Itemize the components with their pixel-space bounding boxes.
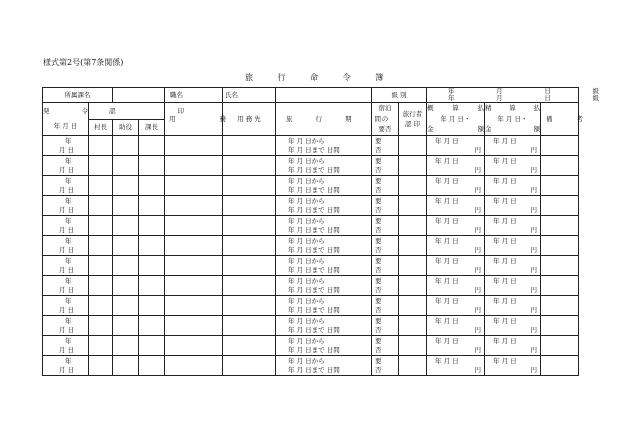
title-char: 簿 (375, 73, 384, 82)
table-row (43, 356, 579, 376)
table-row (43, 236, 579, 256)
header-info-row (43, 88, 579, 103)
table-row (43, 316, 579, 336)
remarks-cell[interactable] (541, 236, 579, 256)
business-cell[interactable] (165, 196, 223, 216)
period-cell[interactable]: 年 月 日から 年 月 日まで 日間 (276, 216, 372, 236)
seal-mayor-cell[interactable] (89, 236, 113, 256)
seal-chief-cell[interactable] (139, 236, 165, 256)
grade-value-cell (427, 87, 599, 103)
traveler-seal-cell[interactable] (399, 196, 427, 216)
seal-chief-cell[interactable] (139, 336, 165, 356)
seal-mayor-cell[interactable] (89, 336, 113, 356)
settlement-cell[interactable]: 年 月 日 円 (485, 136, 541, 156)
settlement-cell[interactable]: 年 月 日 円 (485, 356, 541, 376)
lodging-cell[interactable]: 要 否 (372, 196, 399, 216)
lodging-cell[interactable]: 要 否 (372, 336, 399, 356)
seal-deputy-cell[interactable] (113, 156, 139, 176)
title-char: 命 (310, 73, 319, 82)
lodging-header: 宿泊 の 要否 (372, 103, 399, 136)
issue-date-cell[interactable]: 年 月 日 (43, 336, 89, 356)
business-cell[interactable] (165, 216, 223, 236)
table-row (43, 136, 579, 156)
table-row (43, 296, 579, 316)
period-cell[interactable]: 年 月 日から 年 月 日まで 日間 (276, 236, 372, 256)
destination-cell[interactable] (223, 276, 276, 296)
issue-date-cell[interactable]: 年 月 日 (43, 296, 89, 316)
traveler-seal-cell[interactable] (399, 136, 427, 156)
lodging-cell[interactable]: 要 否 (372, 136, 399, 156)
table-row (43, 176, 579, 196)
period-cell[interactable]: 年 月 日から 年 月 日まで 日間 (276, 276, 372, 296)
seal-mayor-cell[interactable] (89, 176, 113, 196)
grade-label: 級 別 (391, 90, 407, 99)
destination-cell[interactable] (223, 196, 276, 216)
period-cell[interactable]: 年 月 日から 年 月 日まで 日間 (276, 176, 372, 196)
traveler-seal-cell[interactable] (399, 156, 427, 176)
business-cell[interactable] (165, 336, 223, 356)
issue-date-cell[interactable]: 年 月 日 (43, 196, 89, 216)
settlement-cell[interactable]: 年 月 日 円 (485, 216, 541, 236)
destination-cell[interactable] (223, 216, 276, 236)
column-header-row (43, 103, 579, 120)
issue-date-cell[interactable]: 年 月 日 (43, 356, 89, 376)
post-label: 職名 (170, 90, 183, 99)
seal-deputy-cell[interactable] (113, 256, 139, 276)
seal-mayor-cell[interactable] (89, 216, 113, 236)
form-number: 様式第2号(第7条関係) (43, 58, 124, 67)
seal-chief-cell[interactable] (139, 136, 165, 156)
traveler-seal-cell[interactable] (399, 356, 427, 376)
period-cell[interactable]: 年 月 日から 年 月 日まで 日間 (276, 156, 372, 176)
remarks-cell[interactable] (541, 256, 579, 276)
lodging-cell[interactable]: 要 否 (372, 356, 399, 376)
seal-mayor-cell[interactable] (89, 296, 113, 316)
business-cell[interactable] (165, 356, 223, 376)
remarks-cell[interactable] (541, 296, 579, 316)
seal-mayor-cell[interactable] (89, 316, 113, 336)
period-cell[interactable]: 年 月 日から 年 月 日まで 日間 (276, 296, 372, 316)
remarks-cell[interactable] (541, 196, 579, 216)
table-row (43, 196, 579, 216)
seal-chief-cell[interactable] (139, 196, 165, 216)
grade-row-1: 年 月 日 級 (448, 87, 599, 96)
seal-deputy-cell[interactable] (113, 176, 139, 196)
destination-cell[interactable] (223, 356, 276, 376)
estimate-cell[interactable]: 年 月 日 円 (427, 176, 485, 196)
title-char: 行 (277, 73, 286, 82)
destination-cell[interactable] (223, 296, 276, 316)
estimate-cell[interactable]: 年 月 日 円 (427, 196, 485, 216)
seal-sub-deputy: 助役 (113, 119, 139, 136)
estimate-cell[interactable]: 年 月 日 円 (427, 236, 485, 256)
post-label-cell (165, 88, 223, 103)
estimate-cell[interactable]: 年 月 日 円 (427, 356, 485, 376)
name-label: 氏名 (225, 90, 238, 99)
dept-label: 所属課名 (64, 90, 91, 99)
seal-mayor-cell[interactable] (89, 196, 113, 216)
settlement-cell[interactable]: 年 月 日 円 (485, 256, 541, 276)
seal-mayor-cell[interactable] (89, 356, 113, 376)
settlement-cell[interactable]: 年 月 日 円 (485, 156, 541, 176)
period-header: 旅 行 期 間 (276, 103, 372, 136)
seal-chief-cell[interactable] (139, 216, 165, 236)
seal-deputy-cell[interactable] (113, 296, 139, 316)
issue-date-cell[interactable]: 年 月 日 (43, 256, 89, 276)
traveler-seal-cell[interactable] (399, 296, 427, 316)
period-cell[interactable]: 年 月 日から 年 月 日まで 日間 (276, 256, 372, 276)
destination-header: 用 務 先 (223, 103, 276, 136)
issue-date-header: 発 令 年 月 日 (43, 103, 89, 136)
seal-chief-cell[interactable] (139, 156, 165, 176)
estimate-cell[interactable]: 年 月 日 円 (427, 136, 485, 156)
traveler-seal-cell[interactable] (399, 336, 427, 356)
settlement-cell[interactable]: 年 月 日 円 (485, 236, 541, 256)
lodging-cell[interactable]: 要 否 (372, 176, 399, 196)
destination-cell[interactable] (223, 236, 276, 256)
issue-date-cell[interactable]: 年 月 日 (43, 176, 89, 196)
period-cell[interactable]: 年 月 日から 年 月 日まで 日間 (276, 356, 372, 376)
seal-chief-cell[interactable] (139, 316, 165, 336)
traveler-seal-cell[interactable] (399, 176, 427, 196)
issue-date-cell[interactable]: 年 月 日 (43, 236, 89, 256)
settlement-cell[interactable]: 年 月 日 円 (485, 336, 541, 356)
table-row (43, 256, 579, 276)
remarks-cell[interactable] (541, 216, 579, 236)
ledger-body (43, 136, 579, 376)
issue-date-cell[interactable]: 年 月 日 (43, 316, 89, 336)
remarks-cell[interactable] (541, 356, 579, 376)
business-cell[interactable] (165, 236, 223, 256)
business-cell[interactable] (165, 316, 223, 336)
estimate-cell[interactable]: 年 月 日 円 (427, 256, 485, 276)
lodging-cell[interactable]: 要 否 (372, 216, 399, 236)
remarks-cell[interactable] (541, 276, 579, 296)
seal-deputy-cell[interactable] (113, 356, 139, 376)
remarks-cell[interactable] (541, 176, 579, 196)
seal-chief-cell[interactable] (139, 256, 165, 276)
remarks-cell[interactable] (541, 156, 579, 176)
seal-mayor-cell[interactable] (89, 256, 113, 276)
seal-header: 認 印 (89, 103, 165, 120)
grade-row-2: 年 月 日 級 (448, 94, 599, 103)
estimate-cell[interactable]: 年 月 日 円 (427, 156, 485, 176)
estimate-cell[interactable]: 年 月 日 円 (427, 316, 485, 336)
lodging-cell[interactable]: 要 否 (372, 276, 399, 296)
traveler-seal-cell[interactable] (399, 316, 427, 336)
dept-value-cell[interactable] (113, 88, 165, 103)
name-value-cell[interactable] (276, 88, 372, 103)
estimate-header: 概 算 払 年 月 日・ 金 額 (427, 103, 485, 136)
lodging-cell[interactable]: 要 否 (372, 156, 399, 176)
destination-cell[interactable] (223, 316, 276, 336)
business-cell[interactable] (165, 136, 223, 156)
remarks-header: 備 考 (541, 103, 579, 136)
seal-chief-cell[interactable] (139, 176, 165, 196)
traveler-seal-header: 旅行者 認 印 (399, 103, 427, 136)
lodging-cell[interactable]: 要 否 (372, 256, 399, 276)
estimate-cell[interactable]: 年 月 日 円 (427, 336, 485, 356)
seal-deputy-cell[interactable] (113, 236, 139, 256)
business-cell[interactable] (165, 176, 223, 196)
destination-cell[interactable] (223, 176, 276, 196)
issue-date-cell[interactable]: 年 月 日 (43, 216, 89, 236)
seal-deputy-cell[interactable] (113, 136, 139, 156)
estimate-cell[interactable]: 年 月 日 円 (427, 216, 485, 236)
estimate-cell[interactable]: 年 月 日 円 (427, 296, 485, 316)
lodging-cell[interactable]: 要 否 (372, 316, 399, 336)
issue-date-cell[interactable]: 年 月 日 (43, 156, 89, 176)
table-row (43, 336, 579, 356)
seal-mayor-cell[interactable] (89, 276, 113, 296)
destination-cell[interactable] (223, 156, 276, 176)
period-cell[interactable]: 年 月 日から 年 月 日まで 日間 (276, 196, 372, 216)
business-cell[interactable] (165, 256, 223, 276)
seal-mayor-cell[interactable] (89, 156, 113, 176)
table-row (43, 156, 579, 176)
business-header: 用 務 (165, 103, 223, 136)
traveler-seal-cell[interactable] (399, 256, 427, 276)
seal-deputy-cell[interactable] (113, 276, 139, 296)
title-char: 令 (342, 73, 351, 82)
seal-deputy-cell[interactable] (113, 216, 139, 236)
remarks-cell[interactable] (541, 336, 579, 356)
seal-sub-chief: 課長 (139, 119, 165, 136)
remarks-cell[interactable] (541, 316, 579, 336)
name-label-cell (223, 88, 276, 103)
period-cell[interactable]: 年 月 日から 年 月 日まで 日間 (276, 316, 372, 336)
issue-date-cell[interactable]: 年 月 日 (43, 276, 89, 296)
settlement-cell[interactable]: 年 月 日 円 (485, 316, 541, 336)
business-cell[interactable] (165, 156, 223, 176)
business-cell[interactable] (165, 276, 223, 296)
period-cell[interactable]: 年 月 日から 年 月 日まで 日間 (276, 136, 372, 156)
period-cell[interactable]: 年 月 日から 年 月 日まで 日間 (276, 336, 372, 356)
table-row (43, 216, 579, 236)
business-cell[interactable] (165, 296, 223, 316)
dept-label-cell (43, 88, 113, 103)
seal-sub-mayor: 村長 (89, 119, 113, 136)
traveler-seal-cell[interactable] (399, 276, 427, 296)
destination-cell[interactable] (223, 336, 276, 356)
seal-chief-cell[interactable] (139, 356, 165, 376)
settlement-cell[interactable]: 年 月 日 円 (485, 176, 541, 196)
issue-date-cell[interactable]: 年 月 日 (43, 136, 89, 156)
seal-deputy-cell[interactable] (113, 336, 139, 356)
title-char: 旅 (245, 73, 253, 82)
lodging-cell[interactable]: 要 否 (372, 236, 399, 256)
settlement-cell[interactable]: 年 月 日 円 (485, 296, 541, 316)
estimate-cell[interactable]: 年 月 日 円 (427, 276, 485, 296)
seal-deputy-cell[interactable] (113, 316, 139, 336)
seal-mayor-cell[interactable] (89, 136, 113, 156)
remarks-cell[interactable] (541, 136, 579, 156)
travel-order-ledger (42, 87, 599, 376)
settlement-cell[interactable]: 年 月 日 円 (485, 196, 541, 216)
settlement-cell[interactable]: 年 月 日 円 (485, 276, 541, 296)
seal-deputy-cell[interactable] (113, 196, 139, 216)
traveler-seal-cell[interactable] (399, 236, 427, 256)
settlement-header: 精 算 払 年 月 日・ 金 額 (485, 103, 541, 136)
seal-chief-cell[interactable] (139, 276, 165, 296)
seal-chief-cell[interactable] (139, 296, 165, 316)
destination-cell[interactable] (223, 256, 276, 276)
destination-cell[interactable] (223, 136, 276, 156)
traveler-seal-cell[interactable] (399, 216, 427, 236)
lodging-cell[interactable]: 要 否 (372, 296, 399, 316)
form-title (245, 72, 383, 83)
table-row (43, 276, 579, 296)
